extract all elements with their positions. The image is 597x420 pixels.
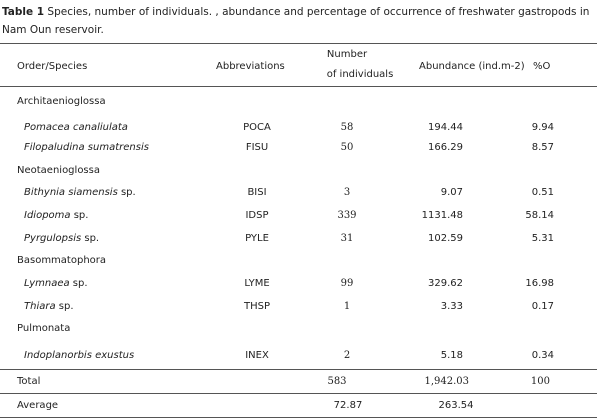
header-number-line2: of individuals xyxy=(326,69,394,80)
occurrence-cell: 0.34 xyxy=(531,350,554,361)
species-suffix: sp. xyxy=(69,278,88,289)
average-label: Average xyxy=(17,400,59,411)
species-suffix: sp. xyxy=(70,210,89,221)
individuals-cell: 58 xyxy=(340,122,354,133)
occurrence-cell: 0.51 xyxy=(531,187,554,198)
species-binomial: Pomacea canaliulata xyxy=(24,122,128,133)
total-number: 583 xyxy=(327,376,347,387)
top-rule xyxy=(0,43,597,44)
species-suffix: sp. xyxy=(117,187,136,198)
species-name xyxy=(24,300,74,313)
occurrence-cell: 9.94 xyxy=(531,122,554,133)
table-label: Table 1 xyxy=(2,6,45,18)
abundance-cell: 329.62 xyxy=(428,278,463,289)
abbreviation-cell: IDSP xyxy=(245,210,269,221)
individuals-cell: 1 xyxy=(343,301,351,312)
header-species: Order/Species xyxy=(17,61,88,72)
total-abundance: 1,942.03 xyxy=(424,376,469,387)
abundance-cell: 102.59 xyxy=(428,233,463,244)
occurrence-cell: 58.14 xyxy=(525,210,554,221)
species-binomial: Filopaludina sumatrensis xyxy=(24,142,149,153)
species-name xyxy=(24,186,136,199)
individuals-cell: 50 xyxy=(340,142,354,153)
species-binomial: Lymnaea xyxy=(24,278,70,289)
header-number-line1: Number xyxy=(326,49,368,60)
order-name: Basommatophora xyxy=(17,255,107,266)
header-rule xyxy=(0,86,597,87)
species-name xyxy=(24,232,99,245)
occurrence-cell: 0.17 xyxy=(531,301,554,312)
species-binomial: Thiara xyxy=(24,301,56,312)
abundance-cell: 166.29 xyxy=(428,142,463,153)
order-name: Architaenioglossa xyxy=(17,96,106,107)
abbreviation-cell: FISU xyxy=(245,142,269,153)
species-name xyxy=(24,209,88,222)
individuals-cell: 3 xyxy=(343,187,351,198)
abundance-cell: 9.07 xyxy=(440,187,463,198)
abundance-cell: 194.44 xyxy=(428,122,463,133)
total-rule xyxy=(0,369,597,370)
species-name xyxy=(24,349,134,362)
species-name xyxy=(24,277,88,290)
abbreviation-cell: LYME xyxy=(244,278,270,289)
species-binomial: Idiopoma xyxy=(24,210,71,221)
species-binomial: Bithynia siamensis xyxy=(24,187,118,198)
species-suffix: sp. xyxy=(55,301,74,312)
bottom-rule xyxy=(0,417,597,418)
species-name xyxy=(24,141,149,154)
abbreviation-cell: INEX xyxy=(245,350,269,361)
abbreviation-cell: THSP xyxy=(243,301,271,312)
header-abbreviations: Abbreviations xyxy=(216,61,285,72)
caption-text: Species, number of individuals. , abundance and percentage of occurrence of freshwater gastropods in Nam Oun reservoir. xyxy=(2,6,590,36)
header-occurrence: %O xyxy=(533,61,551,72)
average-abundance: 263.54 xyxy=(438,400,474,411)
total-occurrence: 100 xyxy=(530,376,550,387)
abbreviation-cell: PYLE xyxy=(245,233,269,244)
average-rule xyxy=(0,393,597,394)
abbreviation-cell: POCA xyxy=(243,122,271,133)
abundance-cell: 5.18 xyxy=(440,350,463,361)
table-caption xyxy=(2,3,594,39)
species-binomial: Indoplanorbis exustus xyxy=(24,350,135,361)
order-name: Neotaenioglossa xyxy=(17,165,100,176)
abundance-cell: 1131.48 xyxy=(421,210,463,221)
abundance-cell: 3.33 xyxy=(440,301,463,312)
individuals-cell: 99 xyxy=(340,278,354,289)
occurrence-cell: 16.98 xyxy=(525,278,554,289)
species-suffix: sp. xyxy=(81,233,100,244)
species-name xyxy=(24,121,128,134)
individuals-cell: 31 xyxy=(340,233,354,244)
occurrence-cell: 8.57 xyxy=(531,142,554,153)
occurrence-cell: 5.31 xyxy=(531,233,554,244)
header-abundance: Abundance (ind.m-2) xyxy=(419,61,525,72)
average-number: 72.87 xyxy=(333,400,363,411)
order-name: Pulmonata xyxy=(17,323,71,334)
individuals-cell: 339 xyxy=(337,210,357,221)
individuals-cell: 2 xyxy=(343,350,351,361)
total-label: Total xyxy=(17,376,41,387)
species-binomial: Pyrgulopsis xyxy=(24,233,82,244)
abbreviation-cell: BISI xyxy=(247,187,267,198)
